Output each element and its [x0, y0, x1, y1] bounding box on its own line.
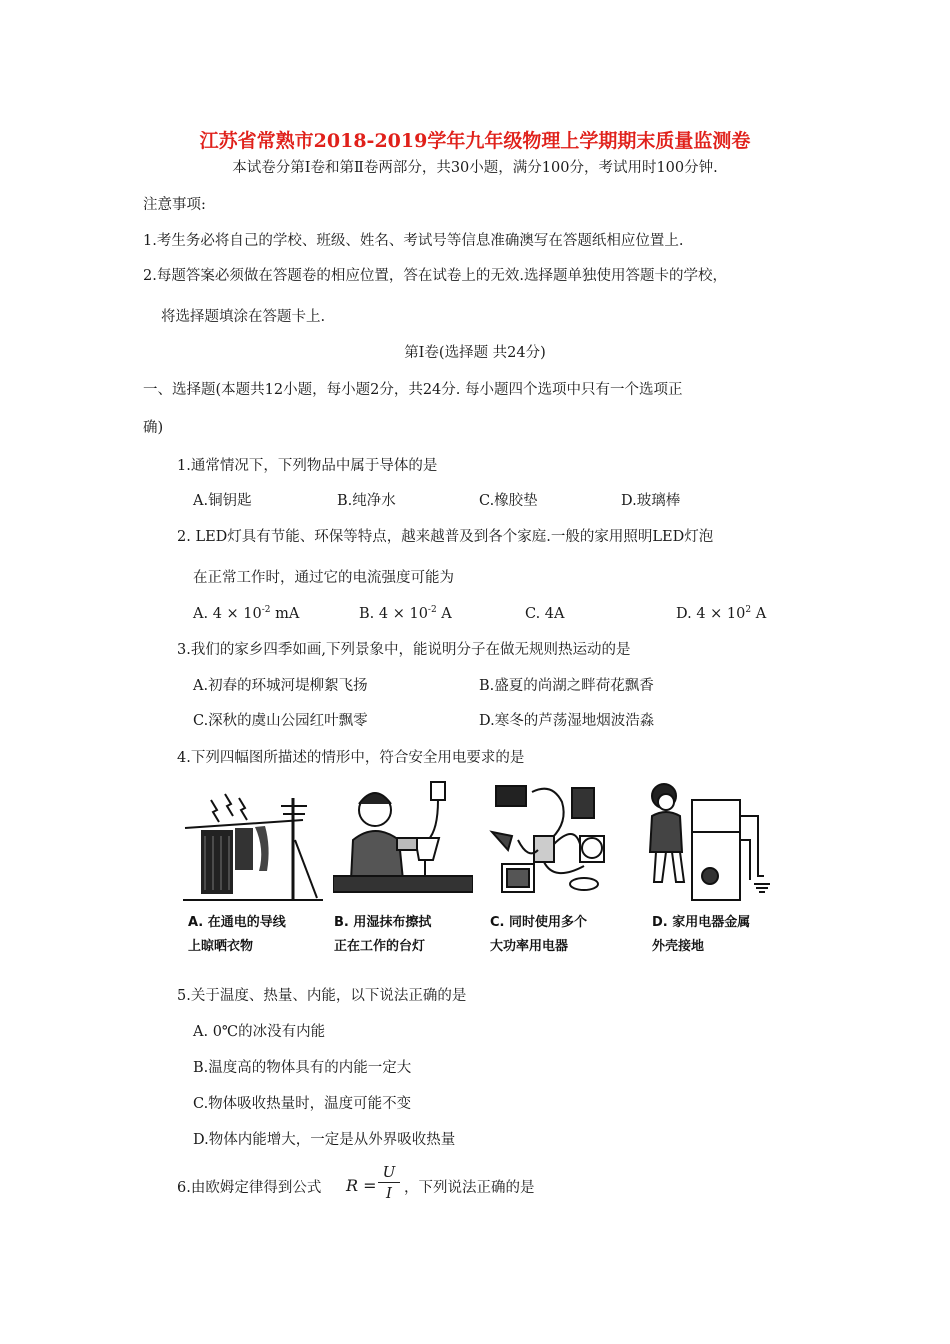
question-1-option-a: A.铜钥匙	[193, 493, 252, 509]
question-2-option-b: B. $4 \times 10^{-2}$ A	[359, 605, 452, 622]
question-5-option-b: B.温度高的物体具有的内能一定大	[193, 1060, 412, 1076]
question-6-stem: 6.由欧姆定律得到公式	[177, 1180, 322, 1196]
question-1-option-c: C.橡胶垫	[479, 493, 538, 509]
figure-c-many-appliances	[488, 780, 628, 905]
question-4-stem: 4.下列四幅图所描述的情形中，符合安全用电要求的是	[177, 750, 525, 766]
figure-b-wiping-lamp	[333, 780, 473, 905]
notice-item-1: 1.考生务必将自己的学校、班级、姓名、考试号等信息准确澳写在答题纸相应位置上.	[143, 233, 684, 249]
question-5-option-c: C.物体吸收热量时，温度可能不变	[193, 1096, 412, 1112]
question-3-stem: 3.我们的家乡四季如画,下列景象中，能说明分子在做无规则热运动的是	[177, 642, 631, 658]
section1-instructions-cont: 确)	[143, 420, 164, 436]
figure-a-caption-1: A. 在通电的导线	[188, 915, 286, 930]
exam-title: 江苏省常熟市2018-2019学年九年级物理上学期期末质量监测卷	[199, 130, 751, 152]
section1-instructions: 一、选择题(本题共12小题，每小题2分，共24分. 每小题四个选项中只有一个选项正	[143, 382, 683, 398]
part1-heading: 第Ⅰ卷(选择题 共24分)	[404, 345, 546, 361]
figure-c-caption-2: 大功率用电器	[490, 939, 569, 954]
question-1-stem: 1.通常情况下，下列物品中属于导体的是	[177, 458, 438, 474]
ohm-formula-fraction	[378, 1163, 400, 1202]
ohm-formula-denominator: I	[386, 1184, 392, 1202]
question-2-stem-cont: 在正常工作时，通过它的电流强度可能为	[193, 570, 454, 586]
fraction-bar	[378, 1182, 400, 1183]
figure-b-caption-2: 正在工作的台灯	[334, 939, 426, 954]
question-2-option-c: C. 4A	[525, 606, 565, 622]
question-6-stem-cont: ，下列说法正确的是	[404, 1180, 535, 1196]
question-3-option-b: B.盛夏的尚湖之畔荷花飘香	[479, 678, 654, 694]
notice-heading: 注意事项:	[143, 197, 206, 213]
ohm-formula-lhs: R =	[346, 1176, 377, 1195]
question-3-option-c: C.深秋的虞山公园红叶飘零	[193, 713, 368, 729]
question-3-option-a: A.初春的环城河堤柳絮飞扬	[193, 678, 368, 694]
question-3-option-d: D.寒冬的芦荡湿地烟波浩淼	[479, 713, 655, 729]
figure-c-caption-1: C. 同时使用多个	[490, 915, 588, 930]
figure-a-caption-2: 上晾晒衣物	[188, 939, 254, 954]
question-5-option-d: D.物体内能增大，一定是从外界吸收热量	[193, 1132, 456, 1148]
question-1-option-d: D.玻璃棒	[621, 493, 681, 509]
exam-intro: 本试卷分第Ⅰ卷和第Ⅱ卷两部分，共30小题，满分100分，考试用时100分钟.	[232, 160, 718, 176]
figure-d-caption-2: 外壳接地	[652, 939, 705, 954]
figure-d-grounded-appliance	[638, 780, 778, 905]
figure-d-caption-1: D. 家用电器金属	[652, 915, 751, 930]
figure-b-caption-1: B. 用湿抹布擦拭	[334, 915, 432, 930]
question-2-option-a: A. $4 \times 10^{-2}$ mA	[193, 605, 300, 622]
ohm-formula-numerator: U	[382, 1163, 396, 1181]
question-2-stem: 2. LED灯具有节能、环保等特点，越来越普及到各个家庭.一般的家用照明LED灯泡	[177, 529, 714, 545]
question-5-option-a: A. 0℃的冰没有内能	[193, 1024, 326, 1040]
question-1-option-b: B.纯净水	[337, 493, 396, 509]
notice-item-2-cont: 将选择题填涂在答题卡上.	[161, 309, 326, 325]
question-2-option-d: D. $4 \times 10^2$ A	[676, 605, 767, 622]
figure-a-clothes-on-wire	[183, 780, 323, 905]
notice-item-2: 2.每题答案必须做在答题卷的相应位置，答在试卷上的无效.选择题单独使用答题卡的学校，	[143, 268, 727, 284]
question-5-stem: 5.关于温度、热量、内能，以下说法正确的是	[177, 988, 467, 1004]
